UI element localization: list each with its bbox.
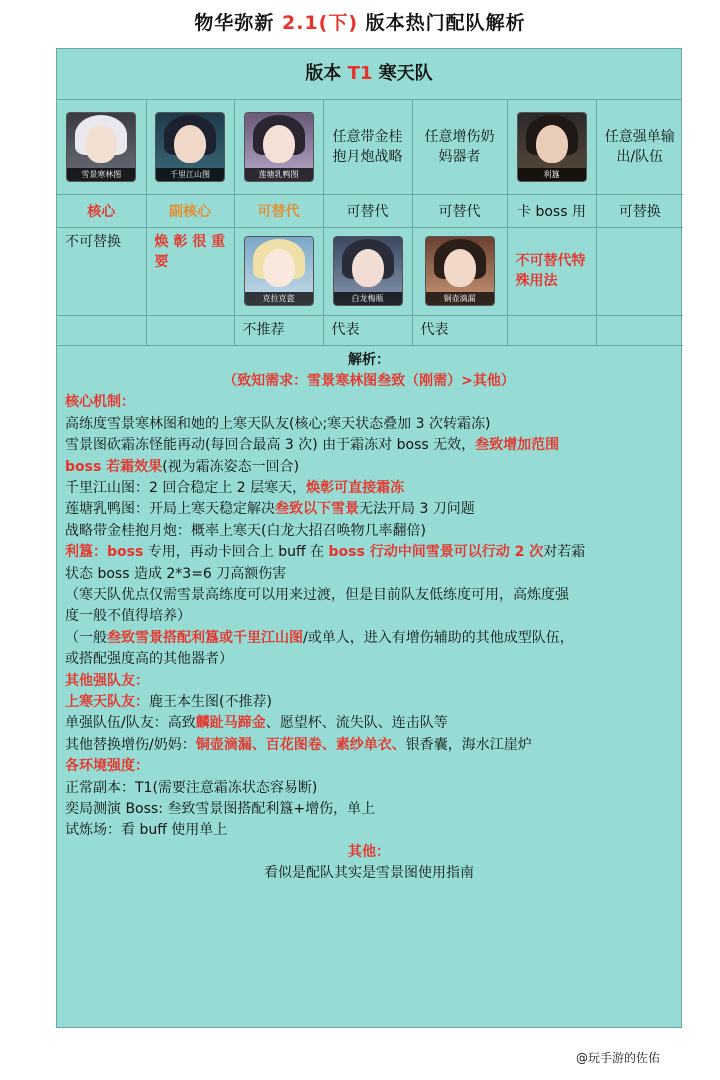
other-teammates-heading: 其他强队友： [65, 672, 149, 689]
line-1: 高练度雪景寒林图和她的上寒天队友(核心;寒天状态叠加 3 次转霜冻) [65, 415, 491, 432]
portrait-xuejing [67, 113, 135, 181]
row-notes [57, 227, 683, 315]
caption-kelake: 克拉克瓷 [245, 292, 313, 305]
cell-single-carry: 任意强单输出/队伍 [596, 100, 683, 194]
line-16: 正常副本：T1(需要注意霜冻状态容易断) [65, 779, 318, 796]
role-subcore [146, 194, 234, 227]
line-11-b: 叁致雪景搭配利簋或千里江山图 [107, 629, 303, 646]
rating-empty-2 [146, 315, 234, 345]
portrait-tonghu [426, 237, 494, 305]
caption-liantang: 莲塘乳鸭图 [245, 168, 313, 181]
board-heading-prefix: 版本 [305, 63, 348, 84]
row-roles [57, 194, 683, 227]
misc-heading: 其他： [348, 843, 390, 860]
title-prefix: 物华弥新 [194, 12, 282, 34]
row-members [57, 100, 683, 194]
role-replaceable-1-text: 可替代 [257, 203, 300, 220]
role-replaceable-1 [234, 194, 323, 227]
line-2-a: 雪景图砍霜冻怪能再动(每回合最高 3 次) 由于霜冻对 boss 无效， [65, 437, 476, 454]
line-15-c: 银香囊，海水江崖炉 [405, 736, 532, 753]
line-7-d: 对若霜 [543, 544, 586, 561]
analysis-section [57, 346, 681, 889]
note-empty [596, 227, 683, 315]
team-table [57, 100, 683, 346]
team-board [56, 48, 682, 1028]
line-14-c: 、愿望杯、流失队、连击队等 [265, 715, 448, 732]
line-10: 度一般不值得培养） [65, 608, 191, 625]
portrait-bailong [334, 237, 402, 305]
line-5-c: 无法开局 3 刀问题 [359, 501, 475, 518]
cell-healer: 任意增伤奶妈器者 [412, 100, 507, 194]
note-special: 不可替代特殊用法 [507, 227, 596, 315]
cell-strategy: 任意带金桂抱月炮战略 [323, 100, 412, 194]
role-replaceable-3: 可替代 [412, 194, 507, 227]
cell-liantang [234, 100, 323, 194]
line-15-b: 铜壶滴漏、百花图卷、素纱单衣、 [195, 736, 406, 753]
analysis-demand: （致知需求：雪景寒林图叁致（刚需）>其他） [223, 372, 515, 389]
line-3-a: boss 若霜效果 [65, 458, 163, 475]
line-14 [65, 713, 673, 734]
portrait-qianli [156, 113, 224, 181]
line-2-b: 叁致增加范围 [475, 437, 560, 454]
line-4 [65, 478, 673, 499]
line-14-a: 单强队伍/队友：高致 [65, 715, 196, 732]
rating-empty-1 [57, 315, 146, 345]
core-mechanism-heading: 核心机制： [65, 394, 135, 411]
line-11-a: （一般 [65, 629, 107, 646]
cell-kelake [234, 227, 323, 315]
page-title [0, 8, 720, 35]
rating-kelake: 不推荐 [234, 315, 323, 345]
line-5-b: 叁致以下雪景 [275, 501, 359, 518]
rating-bailong: 代表 [323, 315, 412, 345]
caption-xuejing: 雪景寒林图 [67, 168, 135, 181]
analysis-heading: 解析： [348, 351, 390, 368]
line-4-b: 焕彰可直接霜冻 [306, 479, 405, 496]
role-subcore-text: 副核心 [169, 203, 211, 220]
rating-empty-4 [596, 315, 683, 345]
caption-qianli: 千里江山图 [156, 168, 224, 181]
line-17: 奕局测演 Boss: 叁致雪景图搭配利簋+增伤，单上 [65, 801, 376, 818]
line-13-a: 上寒天队友： [65, 694, 149, 710]
line-7-b: 专用，再动卡回合上 buff 在 [143, 544, 329, 561]
board-heading-tier: T1 [347, 63, 373, 84]
line-3 [65, 457, 673, 478]
cell-qianli [146, 100, 234, 194]
line-5-a: 莲塘乳鸭图：开局上寒天稳定解决 [65, 501, 275, 518]
line-19: 看似是配队其实是雪景图使用指南 [264, 865, 474, 882]
title-version: 2.1(下) [281, 12, 359, 34]
line-7 [65, 542, 673, 563]
board-heading [57, 49, 681, 100]
caption-ligui: 利簋 [518, 168, 586, 181]
caption-tonghu: 铜壶滴漏 [426, 292, 494, 305]
line-8: 状态 boss 造成 2*3=6 刀高额伤害 [65, 565, 287, 582]
cell-tonghu [412, 227, 507, 315]
line-3-b: (视为霜冻姿态一回合) [162, 458, 300, 475]
portrait-kelake [245, 237, 313, 305]
role-core-text: 核心 [87, 203, 116, 220]
rating-tonghu: 代表 [412, 315, 507, 345]
line-4-a: 千里江山图：2 回合稳定上 2 层寒天， [65, 479, 307, 496]
line-9: （寒天队优点仅需雪景高练度可以用来过渡，但是目前队友低练度可用，高炼度强 [65, 586, 569, 603]
rating-empty-3 [507, 315, 596, 345]
environment-heading: 各环境强度： [65, 758, 149, 775]
row-ratings [57, 315, 683, 345]
caption-bailong: 白龙梅瓶 [334, 292, 402, 305]
line-7-a: 利簋：boss [65, 544, 144, 561]
line-15 [65, 735, 673, 756]
line-7-c: boss 行动中间雪景可以行动 2 次 [328, 544, 544, 561]
watermark: @玩手游的佐佑 [575, 1051, 660, 1065]
role-core [57, 194, 146, 227]
line-11-c: /或单人，进入有增伤辅助的其他成型队伍， [303, 629, 574, 646]
title-suffix: 版本热门配队解析 [358, 12, 526, 34]
line-6: 战略带金桂抱月炮：概率上寒天(白龙大招召唤物几率翻倍) [65, 522, 426, 539]
cell-bailong [323, 227, 412, 315]
role-boss: 卡 boss 用 [507, 194, 596, 227]
note-irreplaceable: 不可替换 [57, 227, 146, 315]
cell-ligui [507, 100, 596, 194]
board-heading-suffix: 寒天队 [372, 63, 433, 84]
line-11 [65, 628, 673, 649]
role-swappable: 可替换 [596, 194, 683, 227]
line-12: 或搭配强度高的其他器者） [65, 651, 233, 668]
line-15-a: 其他替换增伤/奶妈： [65, 736, 196, 753]
note-huanzhang: 焕 彰 很 重 要 [146, 227, 234, 315]
line-18: 试炼场：看 buff 使用单上 [65, 822, 228, 839]
role-replaceable-2: 可替代 [323, 194, 412, 227]
line-13 [65, 692, 673, 713]
line-14-b: 麟趾马蹄金 [195, 715, 266, 732]
line-13-b: 鹿王本生图(不推荐) [149, 694, 272, 710]
portrait-liantang [245, 113, 313, 181]
line-5 [65, 499, 673, 520]
cell-snow [57, 100, 146, 194]
line-2 [65, 435, 673, 456]
portrait-ligui [518, 113, 586, 181]
